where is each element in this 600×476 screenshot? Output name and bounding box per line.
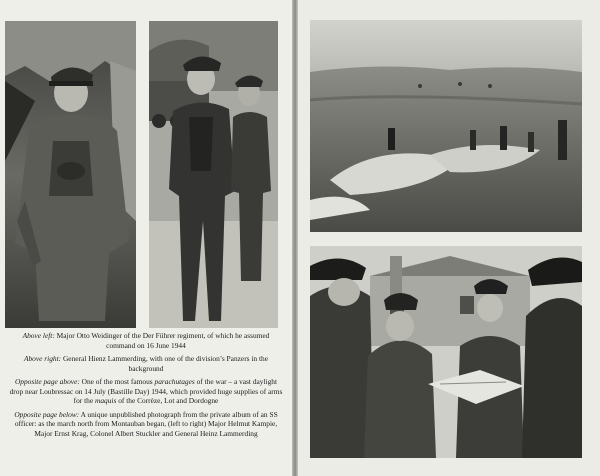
caption-above-right: [8, 354, 284, 373]
caption-text: One of the most famous: [79, 376, 155, 386]
photo-officers: [310, 246, 582, 458]
photo-parachutage-image: [310, 20, 582, 232]
photo-weidinger-image: [5, 21, 136, 328]
caption-text: Major Otto Weidinger of the Der Führer regiment, of which he assumed command on 16 June 1944: [54, 331, 270, 350]
caption-lead: Above right:: [23, 353, 62, 363]
caption-lead: Above left:: [22, 331, 55, 340]
photo-officers-image: [310, 246, 582, 458]
caption-text: General Hienz Lammerding, with one of the division’s Panzers in the background: [61, 353, 269, 373]
caption-opposite-above: [8, 377, 284, 406]
caption-italic: maquis: [94, 396, 117, 406]
caption-text: of the war – a vast daylight drop near Loubressac on 14 July (Bastille Day) 1944, which provided huge supplies of arms for the: [9, 376, 283, 406]
photo-lammerding: [149, 21, 278, 328]
caption-above-left: [8, 331, 284, 350]
photo-parachutage: [310, 20, 582, 232]
photo-weidinger: [5, 21, 136, 328]
photo-lammerding-image: [149, 21, 278, 328]
caption-italic: parachutages: [154, 376, 195, 386]
book-gutter: [292, 0, 298, 476]
caption-opposite-below: [8, 410, 284, 439]
caption-text: A unique unpublished photograph from the private album of an SS officer: as the march north from Montauban began, (left to right) Major Helmut Kampie, Major Ernst Krag, Colonel Albert Stuckler and General Heinz Lammerding: [14, 409, 278, 438]
caption-text: of the Corrèze, Lot and Dordogne: [116, 396, 219, 406]
caption-lead: Opposite page above:: [14, 376, 80, 386]
caption-lead: Opposite page below:: [14, 409, 80, 419]
captions: [8, 331, 284, 442]
